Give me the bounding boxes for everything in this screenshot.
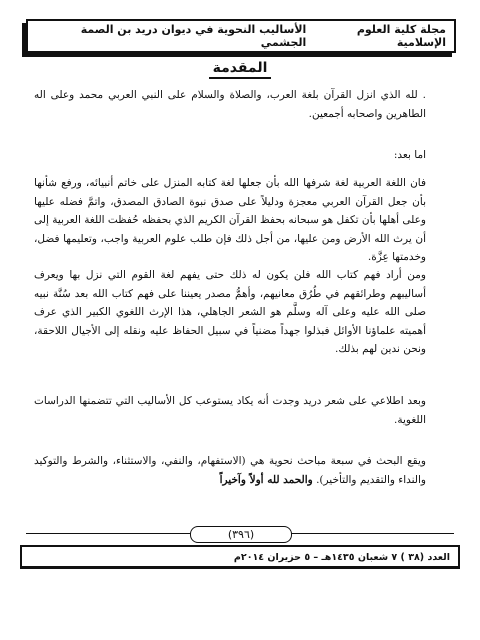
page-number: (٣٩٦): [190, 526, 292, 543]
issue-footer: العدد (٣٨ ) ٧ شعبان ١٤٣٥هـ – ٥ حزيران ٢٠١٤م: [20, 545, 460, 569]
paragraph-research-plan: [34, 452, 426, 489]
section-title: [0, 60, 480, 76]
running-header: [26, 19, 456, 53]
research-plan-text: ويقع البحث في سبعة مباحث نحوية هي (الاستفهام، والنفي، والاستثناء، والشرط والتوكيد والنداء والتقديم والتأخير).: [34, 455, 426, 486]
footer-rule-right: [290, 533, 454, 534]
paragraph-duraid-poetry: وبعد اطلاعي على شعر دريد وجدت أنه يكاد يستوعب كل الأساليب التي تتضمنها الدراسات اللغوية.: [34, 395, 426, 426]
closing-praise: والحمد لله أولاً وآخيراً: [219, 473, 313, 486]
journal-name: مجلة كلية العلوم الإسلامية: [356, 23, 446, 49]
article-title: الأساليب النحوية في ديوان دريد بن الصمة الجشمي: [80, 23, 307, 49]
paragraph-quran-understanding: ومن أراد فهم كتاب الله فلن يكون له ذلك حتى يفهم لغة القوم التي نزل بها ويعرف أساليبهم وطرائقهم في طُرُق معانيهم، وأهمُّ مصدر يعيننا على فهم كتاب الله بعد سُنَّة نبيه صلى الله عليه وعلى آله وسلَّم هو الشعر الجاهلي، هذا الإرث اللغوي الكبير الذي عرف أهميته علماؤنا الأوائل فبذلوا جهداً مضنياً في سبيل الحفاظ عليه ونقله إلى الأجيال اللاحقة، ونحن ندين لهم بذلك.: [34, 269, 426, 355]
section-title-text: المقدمة: [209, 60, 272, 79]
footer-rule-left: [26, 533, 190, 534]
paragraph-amma-baad: اما بعد:: [393, 149, 426, 161]
paragraph-opening: . لله الذي انزل القرآن بلغة العرب، والصلاة والسلام على النبي العربي محمد وعلى اله الطاهرين واصحابه أجمعين.: [34, 89, 426, 120]
paragraph-arabic-language: فان اللغة العربية لغة شرفها الله بأن جعلها لغة كتابه المنزل على خاتم أنبيائه، ورفع شأنها بأن جعل القرآن العربي معجزة ودليلاً على صدق نبوة الصادق المصدق، واتمَّ فضله عليها وعلى أهلها بأن تكفل هو سبحانه بحفظ القرآن الكريم الذي بحفظه حُفظت اللغة العربية إلى أن يرث الله الأرض ومن عليها، من أجل ذلك فإن طلب علوم العربية واجب، وتعليمها فضل، وخدمتها عِزَّة.: [34, 177, 426, 263]
